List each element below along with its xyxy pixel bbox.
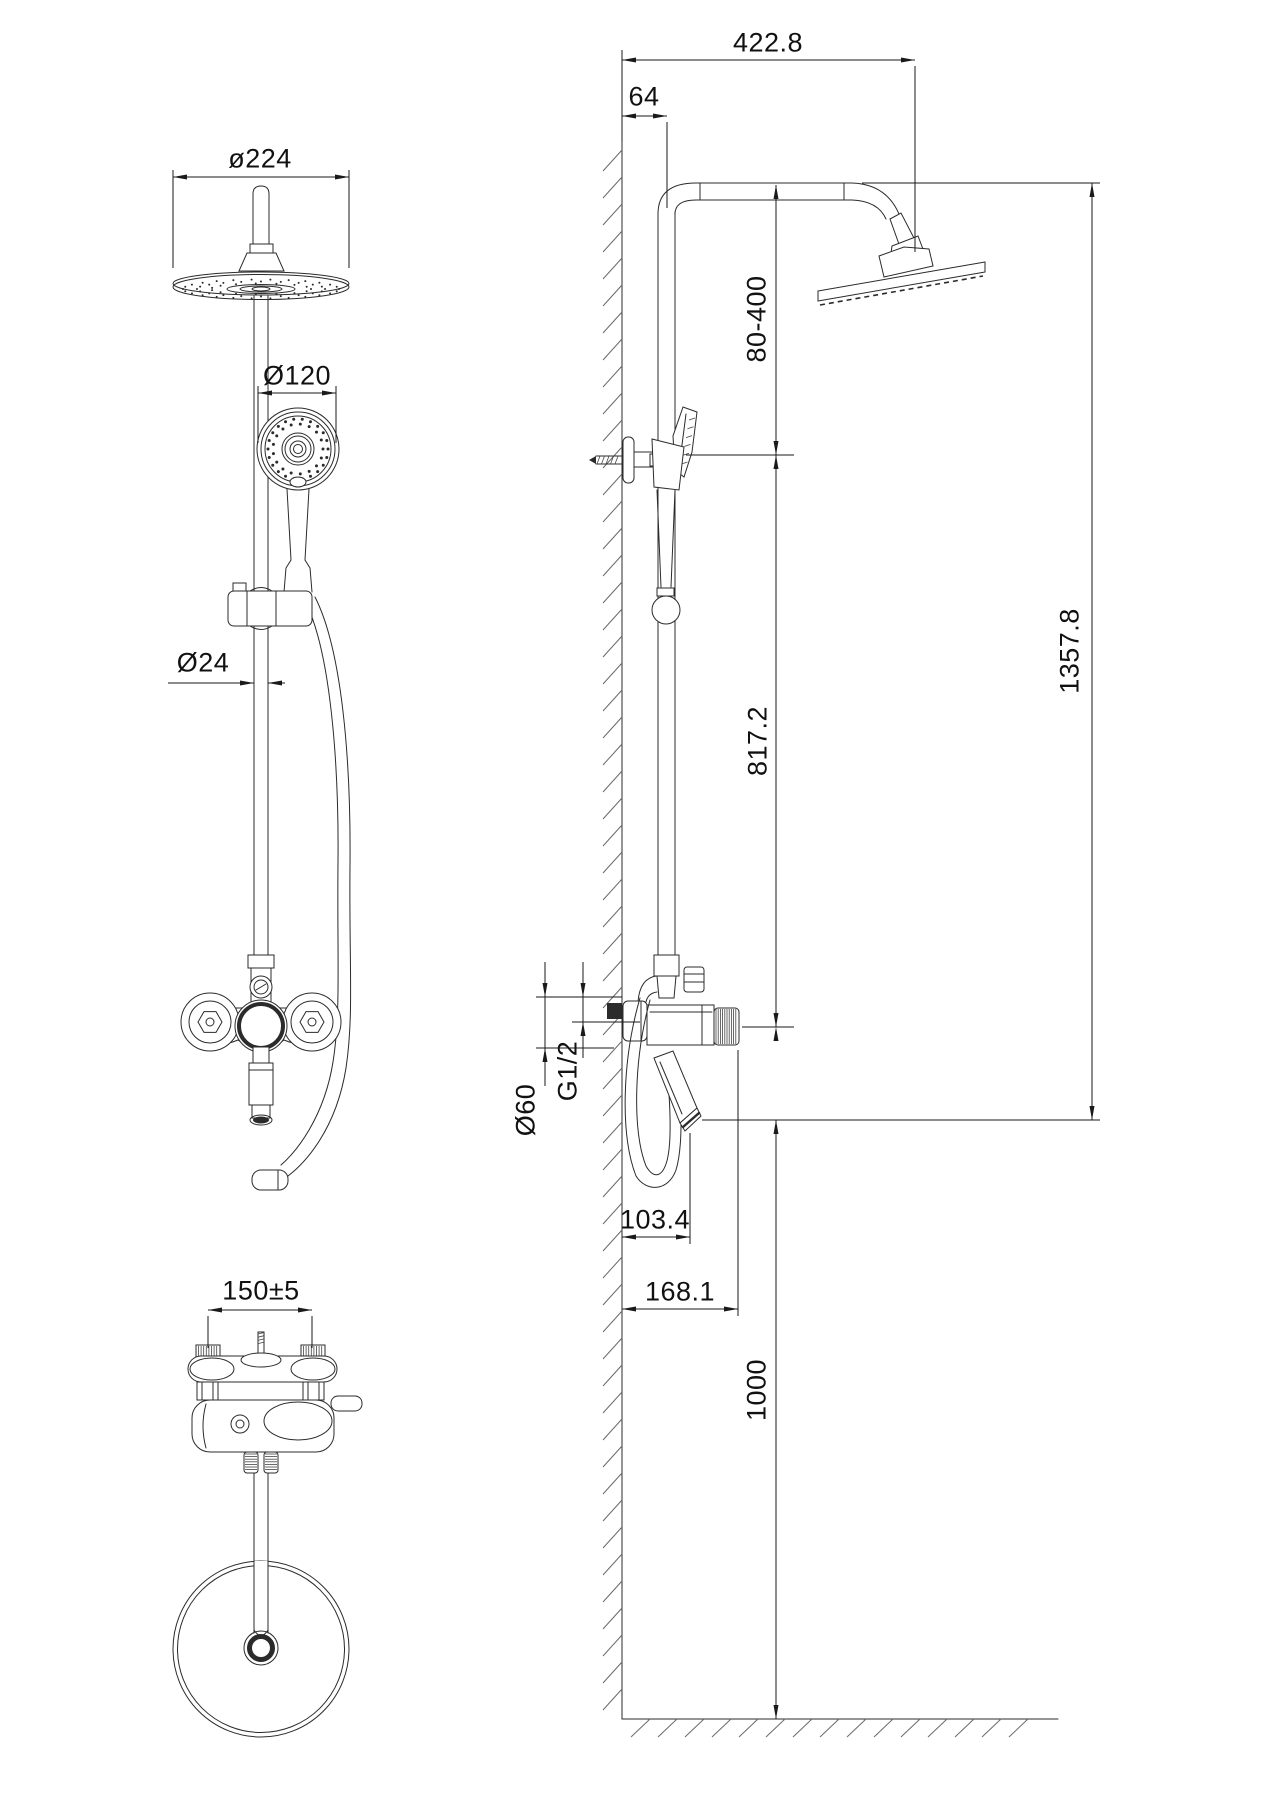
floor-hatching bbox=[631, 1719, 1028, 1737]
dim-label-riser-length: 817.2 bbox=[742, 705, 773, 777]
holder-cone bbox=[652, 439, 684, 490]
rain-head-side bbox=[818, 247, 985, 305]
mixer-front bbox=[181, 955, 341, 1125]
mixer-side bbox=[607, 955, 739, 1187]
front-view bbox=[173, 186, 351, 1190]
lever-handle-top bbox=[331, 1396, 362, 1411]
escutcheon-side bbox=[623, 1001, 647, 1041]
dim-label-wall-to-handle: 168.1 bbox=[644, 1276, 716, 1307]
mixer-body-top bbox=[192, 1400, 334, 1452]
inlet-thread-nipple bbox=[607, 1003, 622, 1019]
spout-outlet bbox=[253, 1117, 269, 1124]
dim-label-wall-to-spout: 103.4 bbox=[619, 1204, 691, 1235]
dim-label-inlet-thread: G1/2 bbox=[552, 1040, 583, 1102]
dim-label-wall-to-riser: 64 bbox=[628, 81, 660, 112]
dimension-lines bbox=[168, 50, 1100, 1719]
diverter-knob-side bbox=[684, 967, 704, 992]
mixer-handle-front bbox=[235, 1000, 287, 1052]
mode-button bbox=[290, 477, 306, 487]
hose-end-fitting bbox=[252, 1170, 288, 1190]
spout-front bbox=[249, 1063, 273, 1105]
hand-shower-front bbox=[257, 408, 339, 592]
shower-hose bbox=[288, 597, 351, 1176]
side-view bbox=[589, 183, 985, 1187]
dim-label-total-height: 1357.8 bbox=[1054, 608, 1085, 694]
top-view bbox=[173, 1332, 362, 1737]
dim-label-height-range: 80-400 bbox=[741, 275, 772, 363]
screw-tip bbox=[589, 456, 596, 464]
dim-label-mixer-height: 1000 bbox=[741, 1358, 772, 1422]
slider-knob-side bbox=[652, 596, 680, 624]
dim-label-arm-reach: 422.8 bbox=[732, 27, 804, 58]
mixer-handle-side bbox=[714, 1008, 739, 1045]
wall-section bbox=[603, 140, 1058, 1737]
dim-label-pipe-diameter: Ø24 bbox=[176, 647, 230, 678]
slider-lock-side bbox=[657, 588, 674, 596]
wall-hatching bbox=[603, 150, 622, 1710]
left-wall-flange bbox=[181, 993, 239, 1051]
dim-label-escutcheon: Ø60 bbox=[510, 1083, 541, 1137]
spray-face-dashes bbox=[820, 276, 983, 305]
dim-label-hand-shower-diameter: Ø120 bbox=[262, 360, 332, 391]
slider-clamp bbox=[228, 583, 312, 630]
head-arm bbox=[253, 186, 269, 244]
right-wall-flange bbox=[283, 993, 341, 1051]
dim-label-inlet-spacing: 150±5 bbox=[222, 1275, 300, 1306]
dim-label-head-diameter: ø224 bbox=[228, 143, 292, 174]
